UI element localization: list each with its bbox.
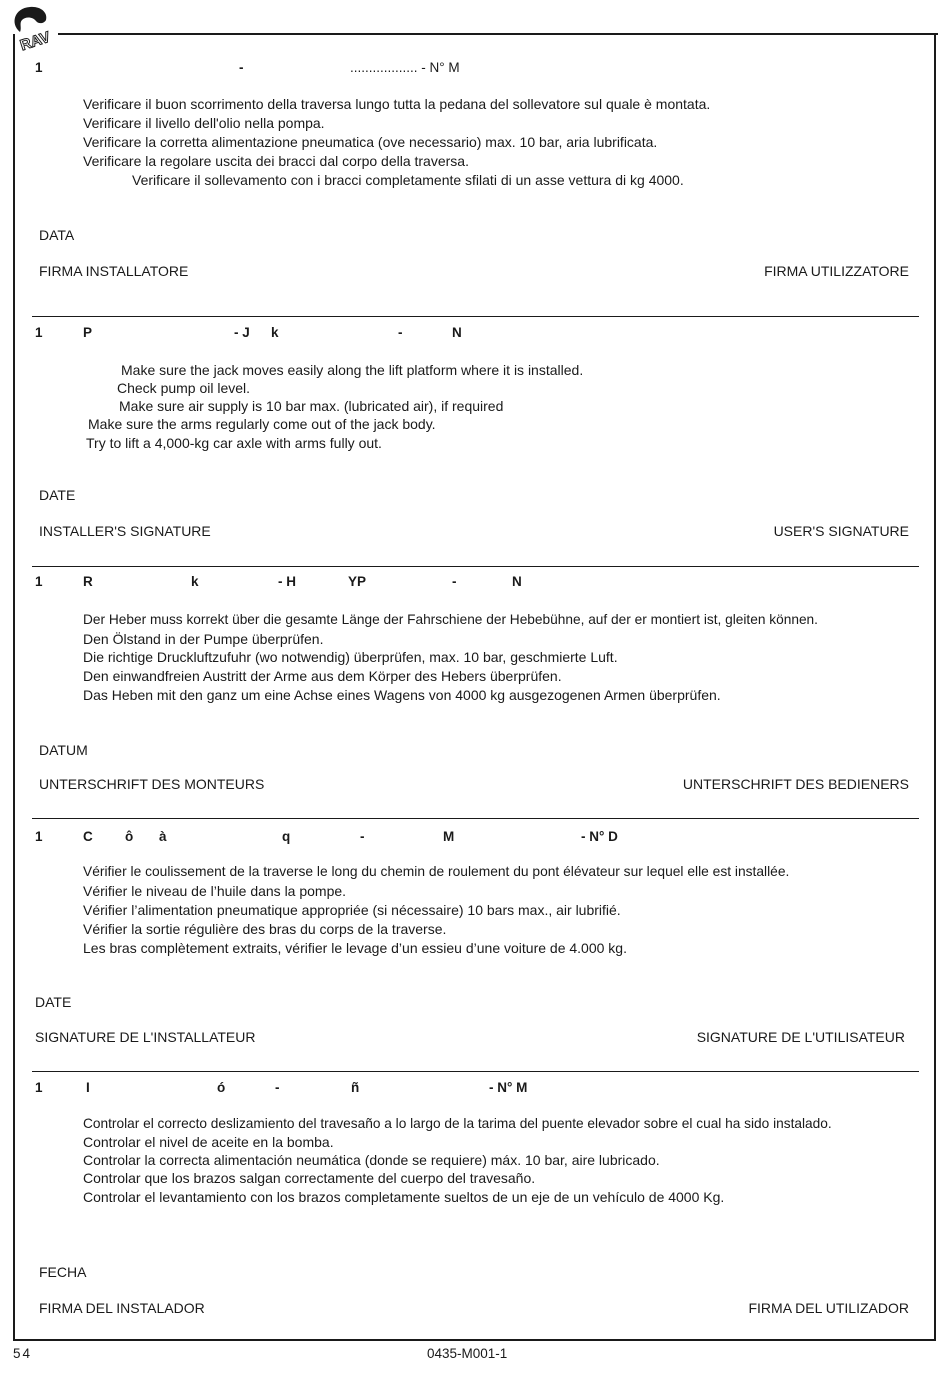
- section-heading-fragment: ó: [217, 1080, 226, 1095]
- section-heading-fragment: R: [83, 574, 93, 589]
- check-line: Der Heber muss korrekt über die gesamte Länge der Fahrschiene der Hebebühne, auf der er montiert ist, gleiten können.: [83, 612, 818, 627]
- page-number: 54: [13, 1346, 33, 1361]
- date-label: DATE: [35, 994, 72, 1010]
- check-line: Verificare il sollevamento con i bracci completamente sfilati di un asse vettura di kg 4000.: [132, 172, 684, 188]
- check-line: Das Heben mit den ganz um eine Achse eines Wagens von 4000 kg ausgezogenen Armen überprüfen.: [83, 687, 721, 703]
- date-label: DATA: [39, 227, 75, 243]
- user-signature-label: FIRMA DEL UTILIZADOR: [748, 1300, 909, 1316]
- check-line: Les bras complètement extraits, vérifier le levage d’un essieu d’une voiture de 4.000 kg.: [83, 940, 627, 956]
- installer-signature-label: UNTERSCHRIFT DES MONTEURS: [39, 776, 265, 792]
- logo-lettering: RAV: [18, 28, 53, 54]
- section-divider: [32, 818, 919, 819]
- check-line: Verificare la corretta alimentazione pneumatica (ove necessario) max. 10 bar, aria lubrificata.: [83, 134, 658, 150]
- section-divider: [32, 1071, 919, 1072]
- section-heading-fragment: k: [271, 325, 279, 340]
- section-heading-fragment: -: [275, 1080, 280, 1095]
- installer-signature-label: FIRMA INSTALLATORE: [39, 263, 189, 279]
- installer-signature-label: SIGNATURE DE L'INSTALLATEUR: [35, 1029, 256, 1045]
- section-heading-fragment: - J: [234, 325, 250, 340]
- user-signature-label: UNTERSCHRIFT DES BEDIENERS: [682, 776, 909, 792]
- section-heading-fragment: M: [443, 829, 455, 844]
- section-heading-number: 1: [35, 325, 43, 340]
- check-line: Make sure the jack moves easily along the lift platform where it is installed.: [121, 362, 584, 378]
- check-line: Die richtige Druckluftzufuhr (wo notwendig) überprüfen, max. 10 bar, geschmierte Luft.: [83, 649, 618, 665]
- user-signature-label: FIRMA UTILIZZATORE: [764, 263, 909, 279]
- section-divider: [32, 316, 919, 317]
- check-line: Try to lift a 4,000-kg car axle with arms fully out.: [86, 435, 382, 451]
- date-label: FECHA: [39, 1264, 87, 1280]
- date-label: DATE: [39, 487, 76, 503]
- section-heading-fragment: N: [512, 574, 522, 589]
- section-heading-fragment: P: [83, 325, 93, 340]
- section-heading-fragment: à: [159, 829, 167, 844]
- check-line: Controlar que los brazos salgan correctamente del cuerpo del travesaño.: [83, 1170, 536, 1186]
- section-heading-number: 1: [35, 60, 43, 75]
- installer-signature-label: INSTALLER'S SIGNATURE: [39, 523, 211, 539]
- check-line: Vérifier la sortie régulière des bras du corps de la traverse.: [83, 921, 447, 937]
- section-heading-fragment: I: [86, 1080, 90, 1095]
- section-heading-fragment: q: [282, 829, 291, 844]
- section-heading-number: 1: [35, 1080, 43, 1095]
- section-heading-fragment: -: [239, 60, 244, 75]
- section-heading-fragment: - N° M: [489, 1080, 528, 1095]
- section-heading-fragment: k: [191, 574, 199, 589]
- section-heading-fragment: N: [452, 325, 462, 340]
- check-line: Make sure air supply is 10 bar max. (lubricated air), if required: [119, 398, 504, 414]
- section-heading-fragment: .................. - N° M: [350, 60, 460, 75]
- check-line: Vérifier le niveau de l’huile dans la pompe.: [83, 883, 347, 899]
- check-line: Verificare il livello dell'olio nella pompa.: [83, 115, 325, 131]
- check-line: Vérifier l’alimentation pneumatique appropriée (si nécessaire) 10 bars max., air lubrifié.: [83, 902, 621, 918]
- section-divider: [32, 566, 919, 567]
- section-heading-fragment: -: [398, 325, 403, 340]
- section-heading-fragment: - N° D: [581, 829, 618, 844]
- section-heading-fragment: ñ: [351, 1080, 360, 1095]
- check-line: Check pump oil level.: [117, 380, 251, 396]
- check-line: Den Ölstand in der Pumpe überprüfen.: [83, 631, 324, 647]
- check-line: Controlar el nivel de aceite en la bomba.: [83, 1134, 334, 1150]
- section-heading-number: 1: [35, 829, 43, 844]
- section-heading-fragment: - H: [278, 574, 296, 589]
- check-line: Controlar el correcto deslizamiento del travesaño a lo largo de la tarima del puente elevador sobre el cual ha sido instalado.: [83, 1116, 832, 1131]
- section-heading-fragment: -: [452, 574, 457, 589]
- check-line: Controlar la correcta alimentación neumática (donde se requiere) máx. 10 bar, aire lubricado.: [83, 1152, 660, 1168]
- installer-signature-label: FIRMA DEL INSTALADOR: [39, 1300, 205, 1316]
- section-heading-number: 1: [35, 574, 43, 589]
- section-heading-fragment: YP: [348, 574, 367, 589]
- section-heading-fragment: ô: [125, 829, 134, 844]
- date-label: DATUM: [39, 742, 88, 758]
- section-heading-fragment: -: [360, 829, 365, 844]
- section-heading-fragment: C: [83, 829, 93, 844]
- user-signature-label: SIGNATURE DE L'UTILISATEUR: [696, 1029, 905, 1045]
- check-line: Verificare la regolare uscita dei bracci dal corpo della traversa.: [83, 153, 469, 169]
- document-code: 0435-M001-1: [427, 1346, 508, 1361]
- check-line: Den einwandfreien Austritt der Arme aus dem Körper des Hebers überprüfen.: [83, 668, 562, 684]
- user-signature-label: USER'S SIGNATURE: [773, 523, 909, 539]
- check-line: Make sure the arms regularly come out of the jack body.: [88, 416, 436, 432]
- check-line: Controlar el levantamiento con los brazos completamente sueltos de un eje de un vehículo de 4000 Kg.: [83, 1189, 725, 1205]
- check-line: Verificare il buon scorrimento della traversa lungo tutta la pedana del sollevatore sul quale è montata.: [83, 96, 711, 112]
- check-line: Vérifier le coulissement de la traverse le long du chemin de roulement du pont élévateur sur lequel elle est installée.: [83, 864, 790, 879]
